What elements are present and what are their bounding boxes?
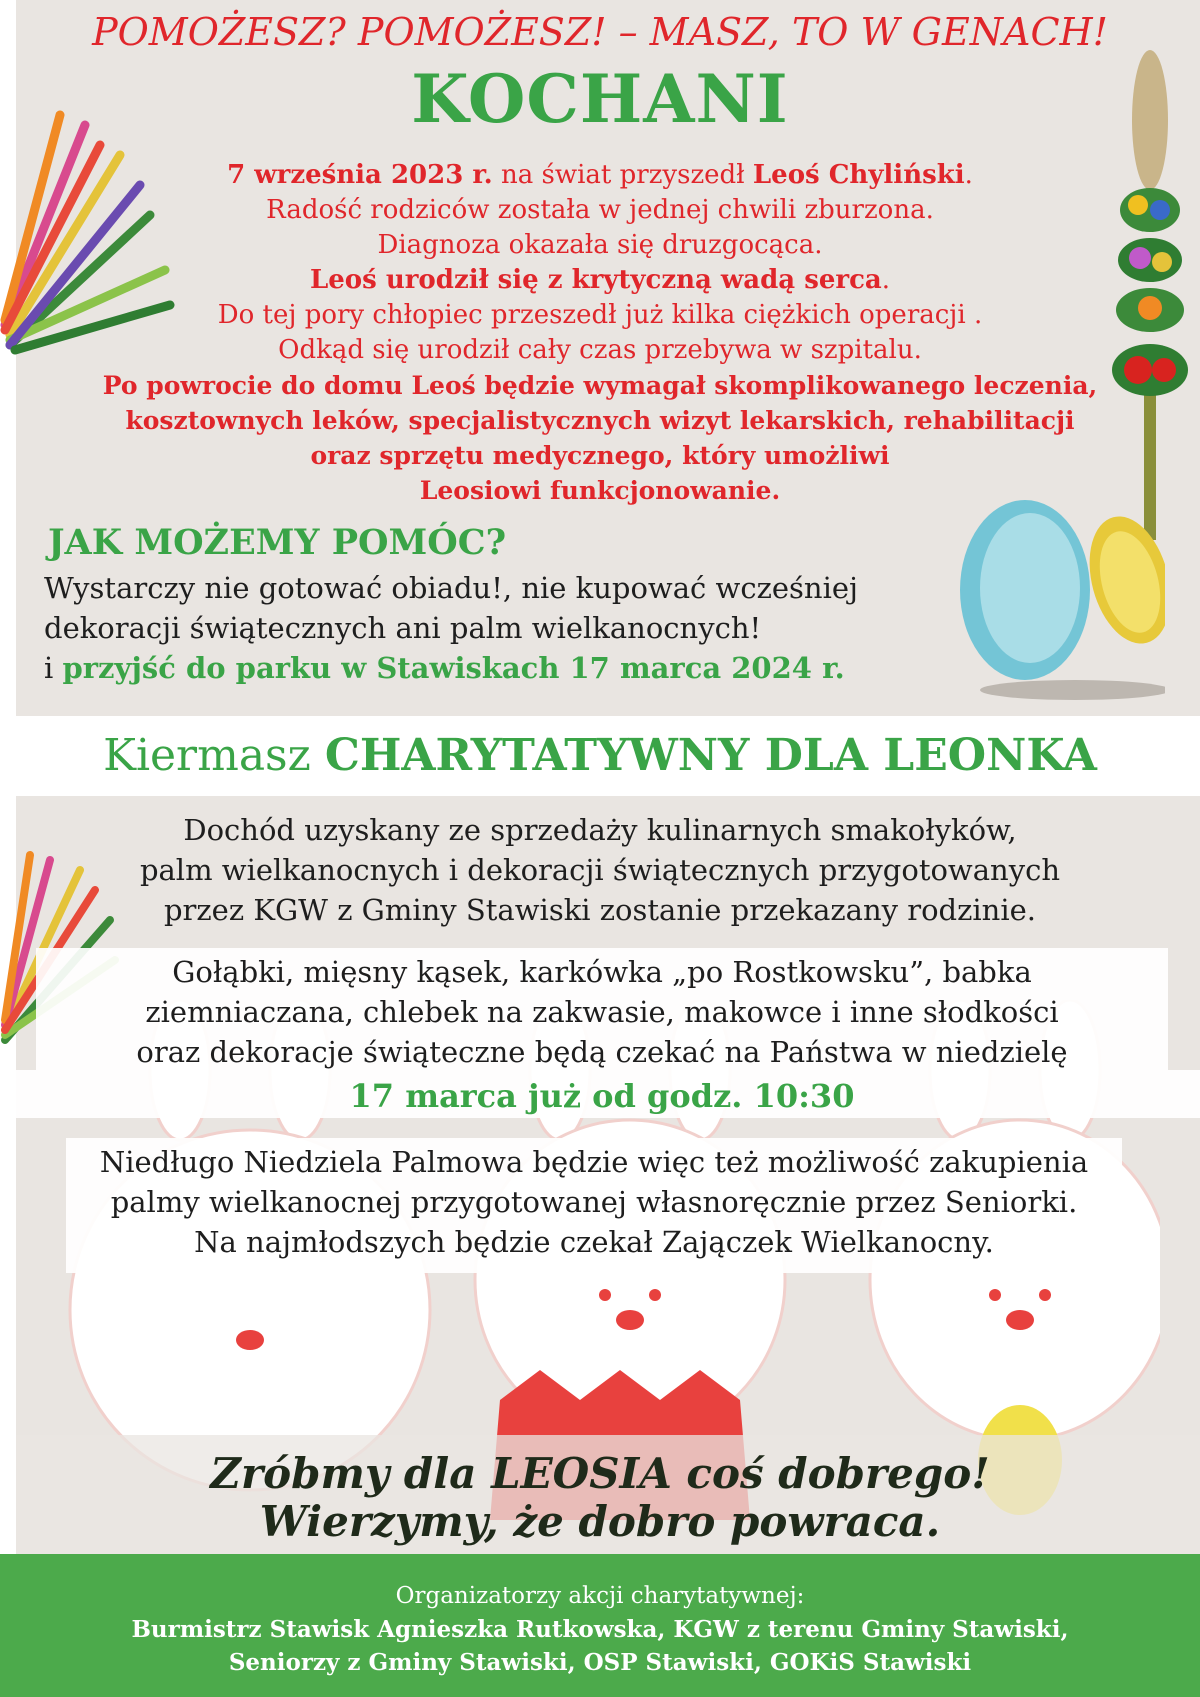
food-line: Gołąbki, mięsny kąsek, karkówka „po Rostkowsku”, babka (172, 955, 1032, 989)
story-text-fragment: . (964, 160, 973, 190)
story-line: kosztownych leków, specjalistycznych wizyt lekarskich, rehabilitacji (125, 406, 1075, 435)
fair-title (0, 730, 1200, 781)
help-line: dekoracji świątecznych ani palm wielkanocnych! (44, 611, 762, 645)
help-text (44, 568, 924, 688)
story-line: Diagnoza okazała się druzgocąca. (377, 230, 823, 260)
income-line: Dochód uzyskany ze sprzedaży kulinarnych smakołyków, (183, 813, 1017, 847)
diagnosis: Leoś urodził się z krytyczną wadą serca (309, 265, 882, 295)
easter-eggs-illustration (955, 490, 1165, 710)
story-line: Radość rodziców została w jednej chwili zburzona. (266, 195, 934, 225)
story-line: oraz sprzętu medycznego, który umożliwi (310, 441, 890, 470)
income-line: przez KGW z Gminy Stawiski zostanie przekazany rodzinie. (163, 893, 1037, 927)
tagline: POMOŻESZ? POMOŻESZ! – MASZ, TO W GENACH! (92, 10, 1108, 54)
story-line: Po powrocie do domu Leoś będzie wymagał skomplikowanego leczenia, (102, 371, 1098, 400)
event-date: 17 marca już od godz. 10:30 (349, 1077, 855, 1115)
organizers (0, 1580, 1200, 1679)
event-info: przyjść do parku w Stawiskach 17 marca 2024 r. (62, 651, 845, 685)
page-title: KOCHANI (411, 60, 789, 138)
slogan-line: Zróbmy dla LEOSIA coś dobrego! (210, 1449, 990, 1498)
story-line: Leosiowi funkcjonowanie. (419, 476, 781, 505)
help-line (44, 648, 924, 688)
help-line: Wystarczy nie gotować obiadu!, nie kupować wcześniej (44, 571, 858, 605)
organizers-line: Seniorzy z Gminy Stawiski, OSP Stawiski, GOKiS Stawiski (228, 1649, 972, 1676)
income-line: palm wielkanocnych i dekoracji świątecznych przygotowanych (139, 853, 1061, 887)
story-text-fragment: na świat przyszedł (492, 160, 753, 190)
palm-line: Niedługo Niedziela Palmowa będzie więc też możliwość zakupienia (99, 1145, 1089, 1179)
story-line (40, 158, 1160, 193)
fair-title-word: Kiermasz (103, 730, 311, 781)
story-line: Do tej pory chłopiec przeszedł już kilka ciężkich operacji . (217, 300, 983, 330)
slogan (0, 1450, 1200, 1546)
food-line: oraz dekoracje świąteczne będą czekać na Państwa w niedzielę (136, 1035, 1068, 1069)
palm-text (66, 1142, 1122, 1262)
story-line (40, 263, 1160, 298)
fair-title-emphasis: CHARYTATYWNY DLA LEONKA (324, 730, 1097, 781)
help-heading: JAK MOŻEMY POMÓC? (48, 522, 507, 563)
palm-line: Na najmłodszych będzie czekał Zajączek Wielkanocny. (194, 1225, 994, 1259)
help-text-fragment: i (44, 651, 63, 685)
child-name: Leoś Chyliński (752, 160, 965, 190)
income-text (40, 810, 1160, 930)
organizers-line: Burmistrz Stawisk Agnieszka Rutkowska, KGW z terenu Gminy Stawiski, (131, 1616, 1069, 1643)
palm-line: palmy wielkanocnej przygotowanej własnoręcznie przez Seniorki. (110, 1185, 1078, 1219)
organizers-label: Organizatorzy akcji charytatywnej: (395, 1583, 805, 1609)
story-text (40, 158, 1160, 508)
food-text (36, 952, 1168, 1116)
birth-date: 7 września 2023 r. (227, 160, 493, 190)
food-line: ziemniaczana, chlebek na zakwasie, makowce i inne słodkości (145, 995, 1059, 1029)
story-line: Odkąd się urodził cały czas przebywa w szpitalu. (278, 335, 922, 365)
story-text-fragment: . (881, 265, 891, 295)
slogan-line: Wierzymy, że dobro powraca. (259, 1497, 941, 1546)
